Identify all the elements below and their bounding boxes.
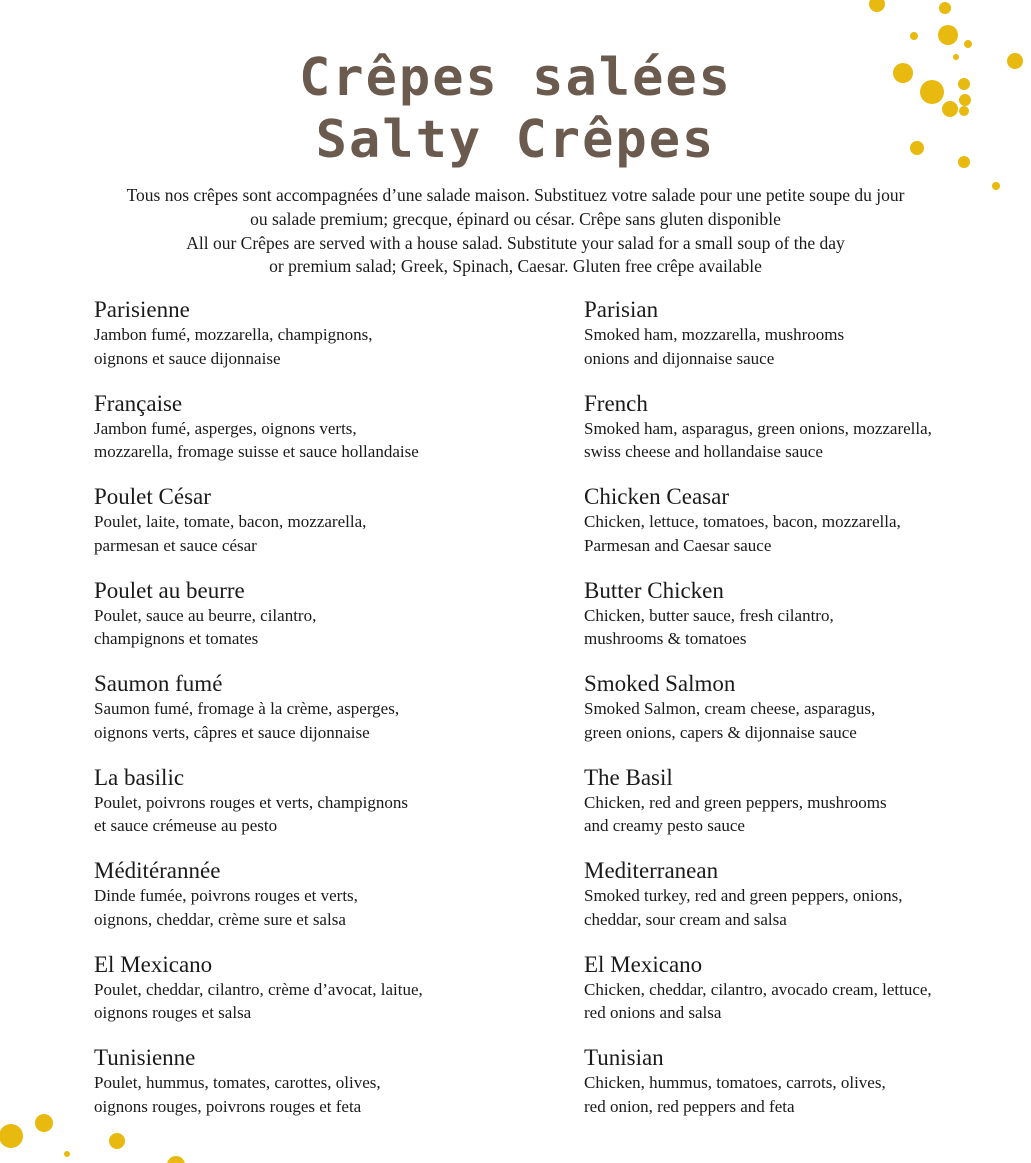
item-description: cheddar, sour cream and salsa	[584, 909, 787, 929]
item-description: Chicken, hummus, tomatoes, carrots, olives,	[584, 1073, 886, 1092]
item-description: Smoked Salmon, cream cheese, asparagus,	[584, 699, 876, 718]
item-description: Jambon fumé, asperges, oignons verts,	[94, 418, 357, 438]
item-description: swiss cheese and hollandaise sauce	[584, 442, 823, 461]
item-description: mozzarella, fromage suisse et sauce hollandaise	[94, 442, 419, 461]
menu-item	[584, 951, 1024, 1045]
item-description: onions and dijonnaise sauce	[584, 348, 775, 368]
item-name: The Basil	[584, 764, 673, 790]
title-french: Crêpes salées	[299, 48, 732, 108]
item-description: red onion, red peppers and feta	[584, 1096, 795, 1116]
menu-item	[94, 670, 564, 764]
item-name: Tunisienne	[94, 1045, 196, 1070]
item-description: oignons et sauce dijonnaise	[94, 348, 281, 368]
dot-decoration	[64, 1151, 70, 1157]
item-description: Smoked turkey, red and green peppers, onions,	[584, 886, 903, 905]
item-name: Saumon fumé	[94, 671, 223, 696]
item-description: Parmesan and Caesar sauce	[584, 535, 772, 555]
dot-decoration	[939, 2, 951, 14]
item-name: Smoked Salmon	[584, 671, 736, 696]
item-description: Poulet, poivrons rouges et verts, champignons	[94, 792, 408, 812]
item-description: Smoked ham, asparagus, green onions, mozzarella,	[584, 418, 932, 438]
item-description: Dinde fumée, poivrons rouges et verts,	[94, 886, 358, 905]
item-description: oignons rouges et salsa	[94, 1003, 252, 1022]
item-name: Chicken Ceasar	[584, 484, 729, 509]
dot-decoration	[938, 25, 958, 45]
menu-item	[584, 390, 1024, 484]
item-description: Jambon fumé, mozzarella, champignons,	[94, 325, 373, 344]
menu-item	[584, 296, 1024, 390]
item-name: Poulet au beurre	[94, 577, 245, 603]
menu-item	[94, 296, 564, 390]
item-description: oignons rouges, poivrons rouges et feta	[94, 1096, 362, 1116]
menu-item	[94, 764, 564, 858]
menu-item	[584, 1044, 1024, 1138]
dot-decoration	[167, 1156, 185, 1163]
dot-decoration	[992, 182, 1000, 190]
item-description: Poulet, sauce au beurre, cilantro,	[94, 605, 317, 625]
item-name: El Mexicano	[584, 951, 703, 977]
menu-item	[94, 857, 564, 951]
menu-item	[584, 483, 1024, 577]
item-description: parmesan et sauce césar	[94, 535, 257, 555]
item-description: champignons et tomates	[94, 629, 259, 648]
item-description: and creamy pesto sauce	[584, 816, 745, 835]
menu-column-french	[94, 296, 564, 1138]
intro-line: Tous nos crêpes sont accompagnées d’une salade maison. Substituez votre salade pour une petite soupe du jour	[126, 185, 905, 205]
menu-item	[584, 857, 1024, 951]
intro-line: ou salade premium; grecque, épinard ou césar. Crêpe sans gluten disponible	[250, 208, 781, 229]
item-description: oignons, cheddar, crème sure et salsa	[94, 909, 346, 929]
menu-item	[584, 670, 1024, 764]
dot-decoration	[869, 0, 885, 12]
menu-item	[94, 483, 564, 577]
item-description: Chicken, butter sauce, fresh cilantro,	[584, 605, 834, 625]
item-name: Butter Chicken	[584, 577, 724, 603]
item-name: La basilic	[94, 764, 185, 790]
dot-decoration	[910, 32, 918, 40]
item-name: Poulet César	[94, 484, 211, 509]
item-name: Parisienne	[94, 297, 190, 322]
menu-item	[584, 577, 1024, 671]
item-description: et sauce crémeuse au pesto	[94, 816, 278, 835]
item-name: Française	[94, 390, 183, 416]
item-description: Chicken, cheddar, cilantro, avocado cream, lettuce,	[584, 979, 932, 999]
item-description: Chicken, red and green peppers, mushrooms	[584, 792, 887, 812]
item-description: green onions, capers & dijonnaise sauce	[584, 722, 857, 742]
title-english: Salty Crêpes	[315, 110, 716, 170]
item-description: Poulet, laite, tomate, bacon, mozzarella,	[94, 512, 367, 531]
intro-line: or premium salad; Greek, Spinach, Caesar. Gluten free crêpe available	[269, 256, 762, 277]
menu-column-english	[584, 296, 1024, 1138]
dot-decoration	[0, 1124, 23, 1148]
item-name: Méditérannée	[94, 858, 221, 883]
item-description: Chicken, lettuce, tomatoes, bacon, mozzarella,	[584, 512, 901, 531]
item-name: El Mexicano	[94, 951, 213, 977]
menu-item	[584, 764, 1024, 858]
item-description: oignons verts, câpres et sauce dijonnaise	[94, 722, 370, 742]
item-name: Parisian	[584, 297, 659, 322]
menu-item	[94, 1044, 564, 1138]
dot-decoration	[964, 40, 972, 48]
menu-item	[94, 577, 564, 671]
item-description: red onions and salsa	[584, 1003, 722, 1022]
item-description: mushrooms & tomatoes	[584, 629, 747, 648]
item-name: Mediterranean	[584, 858, 719, 883]
item-description: Poulet, hummus, tomates, carottes, olives,	[94, 1073, 381, 1092]
dot-decoration	[35, 1114, 53, 1132]
item-name: Tunisian	[584, 1045, 664, 1070]
item-description: Poulet, cheddar, cilantro, crème d’avocat, laitue,	[94, 979, 423, 999]
menu-item	[94, 951, 564, 1045]
intro-line: All our Crêpes are served with a house salad. Substitute your salad for a small soup of the day	[186, 232, 845, 253]
item-description: Saumon fumé, fromage à la crème, asperges,	[94, 699, 400, 718]
menu-item	[94, 390, 564, 484]
item-description: Smoked ham, mozzarella, mushrooms	[584, 325, 845, 344]
item-name: French	[584, 390, 648, 416]
intro-text	[40, 184, 991, 279]
